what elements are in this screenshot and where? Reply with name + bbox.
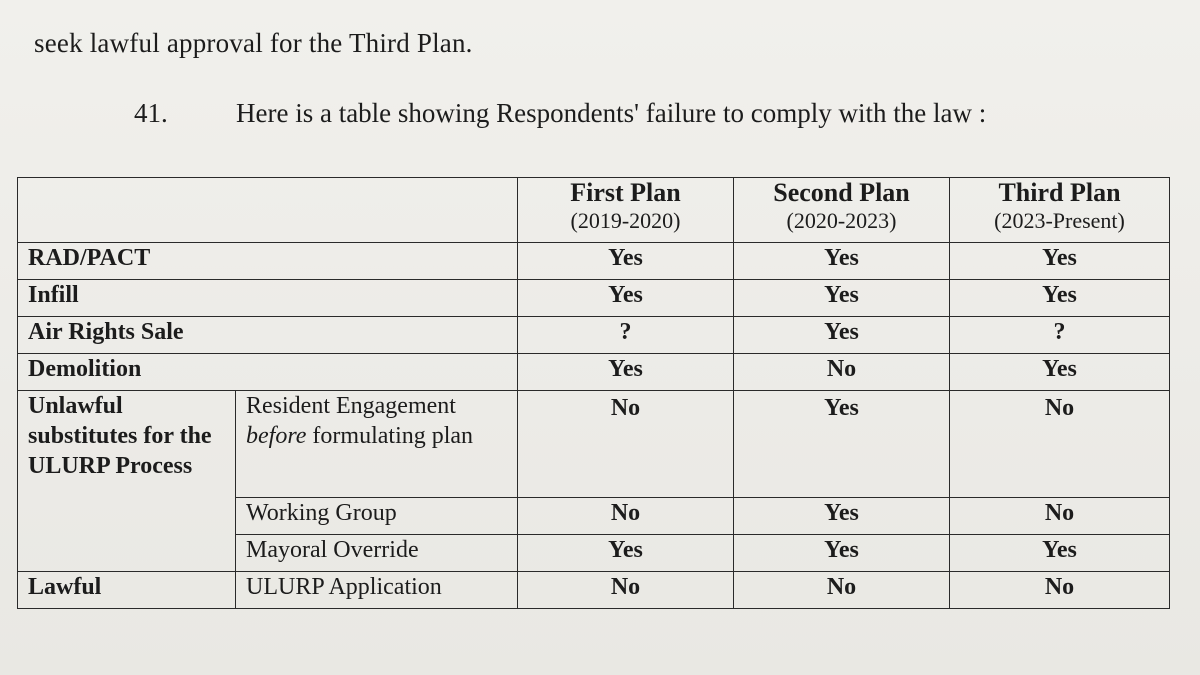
table-row — [18, 354, 1170, 391]
table-cell: ? — [518, 317, 734, 354]
sub-label-part: Resident Engagement — [246, 393, 456, 419]
row-label-demolition: Demolition — [18, 354, 518, 391]
paragraph-text: Here is a table showing Respondents' failure to comply with the law : — [236, 98, 987, 128]
header-empty-cell — [18, 178, 518, 243]
row-label-infill: Infill — [18, 280, 518, 317]
table-row — [18, 280, 1170, 317]
table-cell: No — [950, 391, 1170, 498]
header-third-plan — [950, 178, 1170, 243]
table-cell: Yes — [734, 498, 950, 535]
sub-label-working-group: Working Group — [236, 498, 518, 535]
plan-name: Second Plan — [773, 178, 910, 207]
table-cell: No — [518, 498, 734, 535]
header-first-plan — [518, 178, 734, 243]
table-cell: No — [950, 498, 1170, 535]
table-cell: No — [950, 572, 1170, 609]
sub-label-part: formulating plan — [312, 423, 474, 449]
row-label-unlawful: Unlawful substitutes for the ULURP Process — [18, 391, 236, 572]
table-cell: Yes — [518, 535, 734, 572]
table-cell: Yes — [518, 354, 734, 391]
table-cell: Yes — [950, 280, 1170, 317]
table-cell: Yes — [734, 280, 950, 317]
table-cell: Yes — [950, 354, 1170, 391]
header-second-plan — [734, 178, 950, 243]
table-cell: Yes — [518, 243, 734, 280]
table-header-row — [18, 178, 1170, 243]
table-cell: No — [518, 391, 734, 498]
table-row — [18, 572, 1170, 609]
paragraph-number: 41. — [134, 98, 168, 128]
table-cell: Yes — [950, 243, 1170, 280]
plan-years: (2023-Present) — [994, 208, 1125, 233]
table-row — [18, 243, 1170, 280]
plan-name: Third Plan — [998, 178, 1121, 207]
table-cell: Yes — [734, 243, 950, 280]
table-row — [18, 391, 1170, 498]
sub-label-emphasis: before — [246, 423, 307, 449]
sub-label-ulurp-application: ULURP Application — [236, 572, 518, 609]
table-cell: Yes — [518, 280, 734, 317]
table-cell: Yes — [734, 317, 950, 354]
table-cell: ? — [950, 317, 1170, 354]
sub-label-resident-engagement — [236, 391, 518, 498]
row-label-rad-pact: RAD/PACT — [18, 243, 518, 280]
table-cell: No — [518, 572, 734, 609]
table-cell: Yes — [734, 391, 950, 498]
plan-name: First Plan — [570, 178, 681, 207]
row-label-lawful: Lawful — [18, 572, 236, 609]
table-cell: No — [734, 354, 950, 391]
sub-label-mayoral-override: Mayoral Override — [236, 535, 518, 572]
plan-years: (2019-2020) — [570, 208, 681, 233]
row-label-air-rights: Air Rights Sale — [18, 317, 518, 354]
table-cell: Yes — [950, 535, 1170, 572]
paragraph-41 — [134, 98, 986, 129]
table-cell: No — [734, 572, 950, 609]
table-row — [18, 317, 1170, 354]
plan-years: (2020-2023) — [786, 208, 897, 233]
compliance-table — [17, 177, 1170, 609]
table-cell: Yes — [734, 535, 950, 572]
text-line-continuation: seek lawful approval for the Third Plan. — [34, 28, 473, 58]
